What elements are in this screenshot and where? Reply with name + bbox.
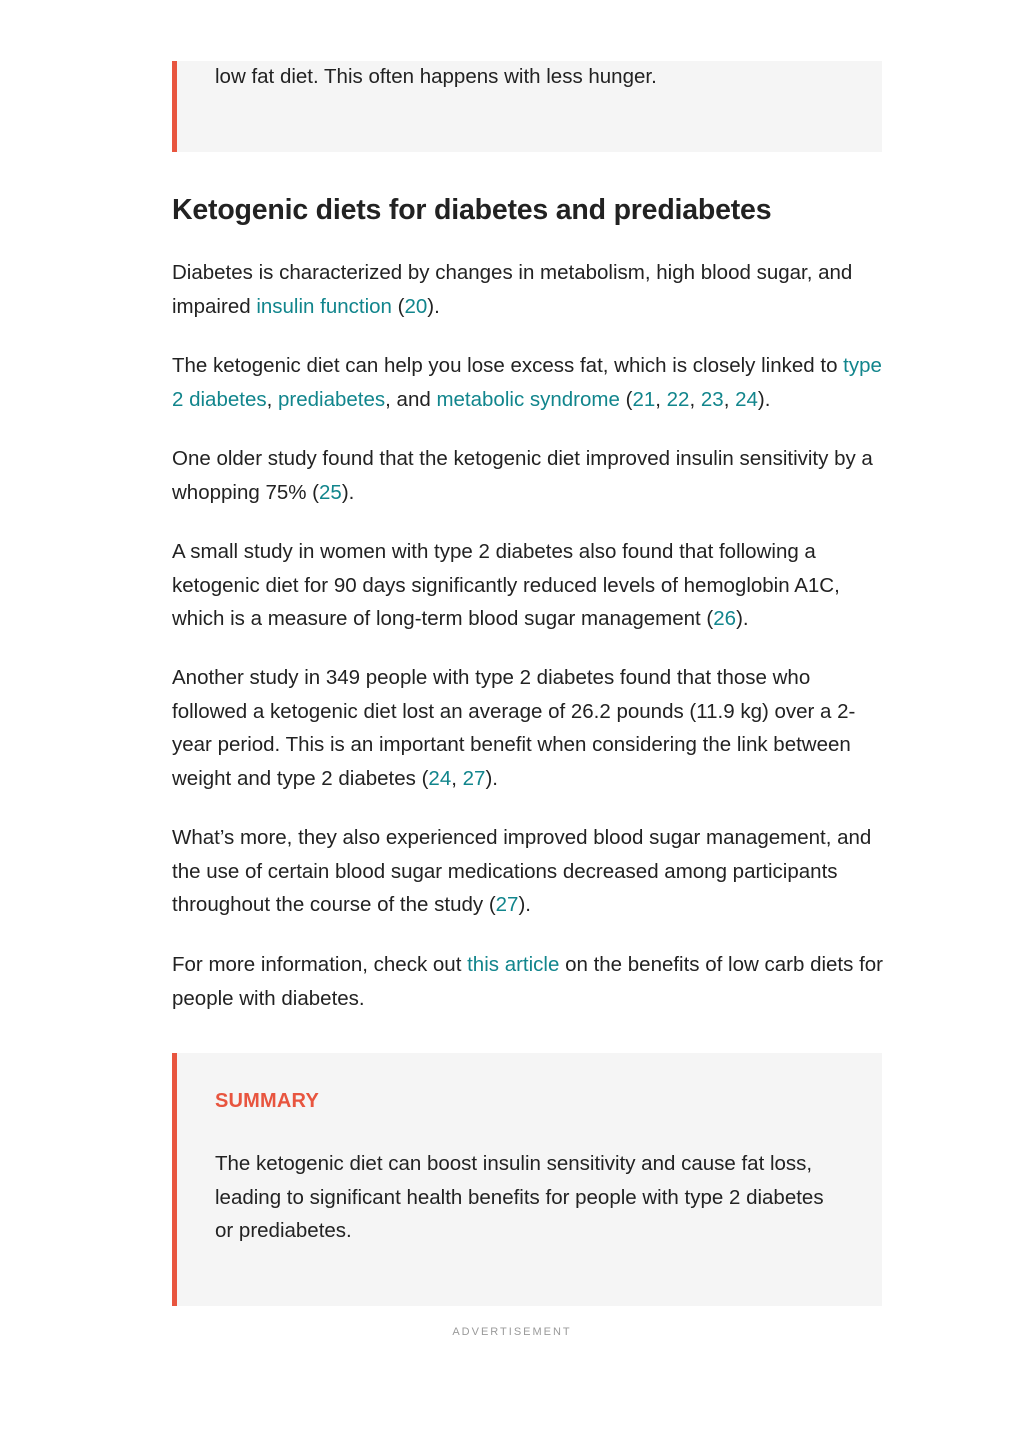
paragraph-4 [172, 535, 884, 636]
paragraph-text: Another study in 349 people with type 2 diabetes found that those who followed a ketogenic diet lost an average of 26.2 pounds (11.9 kg) over a 2-year period. This is an important benefit when considering the link between weight and type 2 diabetes ( [172, 666, 856, 790]
paragraph-5 [172, 661, 884, 795]
section-heading: Ketogenic diets for diabetes and prediabetes [172, 194, 772, 226]
advertisement-label: ADVERTISEMENT [452, 1326, 572, 1338]
paragraph-text: , [723, 387, 736, 411]
paragraph-text: For more information, check out [172, 953, 468, 976]
paragraph-text: ). [736, 607, 749, 630]
paragraph-6 [172, 821, 884, 922]
summary-text: The ketogenic diet can boost insulin sensitivity and cause fat loss, leading to significant health benefits for people with type 2 diabetes or prediabetes. [215, 1152, 824, 1242]
link-insulin-function[interactable]: insulin function [256, 294, 392, 318]
summary-label: SUMMARY [215, 1090, 319, 1112]
callout-text: low fat diet. This often happens with less hunger. [215, 65, 657, 88]
link-this-article[interactable]: this article [467, 953, 560, 976]
paragraph-text: What’s more, they also experienced improved blood sugar management, and the use of certain blood sugar medications decreased among participants throughout the course of the study ( [172, 826, 872, 916]
paragraph-text: One older study found that the ketogenic diet improved insulin sensitivity by a whopping 75% ( [172, 447, 873, 504]
paragraph-text: on the benefits of low carb diets for people with diabetes. [172, 953, 884, 1010]
paragraph-2 [172, 349, 884, 416]
citation-link[interactable]: 26 [713, 607, 737, 630]
citation-link[interactable]: 24 [735, 387, 758, 411]
paragraph-text: ). [341, 480, 355, 504]
paragraph-text: A small study in women with type 2 diabetes also found that following a ketogenic diet for 90 days significantly reduced levels of hemoglobin A1C, which is a measure of long-term blood sugar management ( [172, 540, 840, 630]
link-prediabetes[interactable]: prediabetes [278, 387, 386, 411]
paragraph-text: , and [385, 387, 437, 411]
citation-link[interactable]: 21 [632, 387, 656, 411]
citation-link[interactable]: 22 [666, 387, 690, 411]
citation-link[interactable]: 27 [495, 893, 519, 916]
citation-link[interactable]: 27 [462, 766, 486, 790]
paragraph-text: ). [427, 294, 440, 318]
paragraph-text: , [266, 387, 279, 411]
citation-link[interactable]: 25 [319, 480, 342, 504]
paragraph-text: , [689, 387, 701, 411]
paragraph-text: ). [757, 387, 771, 411]
citation-link[interactable]: 20 [404, 294, 428, 318]
summary-callout [172, 1053, 882, 1306]
citation-link[interactable]: 24 [428, 766, 452, 790]
key-takeaway-callout [172, 61, 882, 152]
paragraph-text: ). [518, 893, 531, 916]
paragraph-text: , [451, 766, 463, 790]
link-metabolic-syndrome[interactable]: metabolic syndrome [436, 387, 620, 411]
paragraph-3 [172, 442, 884, 509]
paragraph-text: , [655, 387, 667, 411]
citation-link[interactable]: 23 [700, 387, 724, 411]
paragraph-text: ( [391, 294, 405, 318]
paragraph-text: ). [485, 766, 498, 790]
paragraph-text: Diabetes is characterized by changes in metabolism, high blood sugar, and impaired [172, 261, 853, 318]
paragraph-text: ( [619, 387, 633, 411]
paragraph-text: The ketogenic diet can help you lose excess fat, which is closely linked to [172, 354, 844, 377]
paragraph-7 [172, 948, 884, 1015]
paragraph-1 [172, 256, 884, 323]
link-type-2-diabetes[interactable]: type 2 diabetes [172, 354, 882, 411]
